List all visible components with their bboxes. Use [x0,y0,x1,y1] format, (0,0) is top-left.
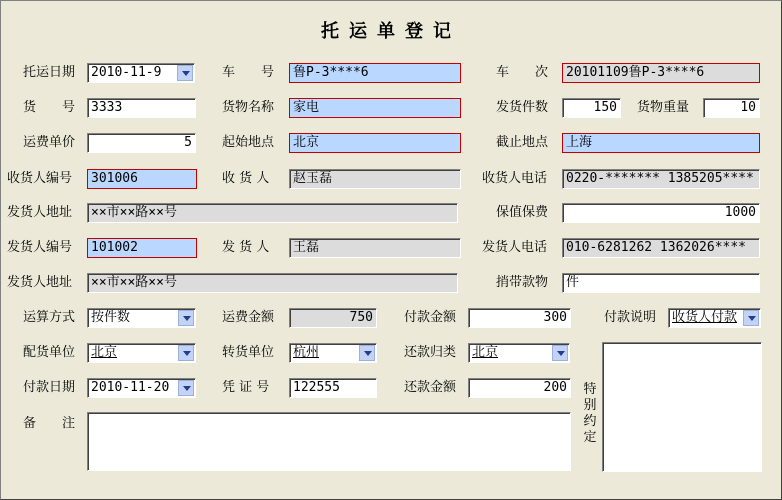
recv-id-label: 收货人编号 [7,171,73,186]
insurance-field[interactable]: 1000 [562,203,760,223]
insurance-label: 保值保费 [496,205,549,220]
goods-weight-field[interactable]: 10 [703,98,760,118]
refund-cat-value: 北京 [472,345,499,360]
remark-textarea[interactable] [87,412,571,471]
settle-mode-value: 按件数 [91,310,131,325]
sender-phone-label: 发货人电话 [482,240,548,255]
sender-id-field[interactable]: 101002 [87,238,197,258]
pay-amount-label: 付款金额 [404,310,457,325]
receiver-field[interactable]: 赵玉磊 [289,169,461,189]
sender-phone-field[interactable]: 010-6281262 1362026**** [562,238,760,258]
chevron-down-icon[interactable] [178,345,194,361]
settle-mode-label: 运算方式 [23,310,76,325]
special-label: 特别约定 [583,382,597,445]
car-no-label: 车 号 [222,65,275,80]
refund-cat-label: 还款归类 [404,345,457,360]
transfer-unit-label: 转货单位 [222,345,275,360]
destination-field[interactable]: 上海 [562,133,760,153]
pay-note-label: 付款说明 [604,310,657,325]
car-no-field[interactable]: 鲁P-3****6 [289,63,461,83]
transfer-unit-value: 杭州 [293,345,320,360]
trip-no-field[interactable]: 20101109鲁P-3****6 [562,63,760,83]
dist-unit-label: 配货单位 [23,345,76,360]
unit-price-label: 运费单价 [23,135,76,150]
pay-amount-field[interactable]: 300 [468,308,571,328]
origin-label: 起始地点 [222,135,275,150]
recv-phone-field[interactable]: 0220-******* 1385205**** [562,169,760,189]
dist-unit-select[interactable] [87,343,196,363]
goods-no-label: 货 号 [23,100,76,115]
pay-date-value: 2010-11-20 [91,380,170,395]
refund-cat-select[interactable] [468,343,570,363]
sender-field[interactable]: 王磊 [289,238,461,258]
receiver-label: 收 货 人 [222,171,270,186]
sender-id-label: 发货人编号 [7,240,73,255]
refund-amount-field[interactable]: 200 [468,378,571,398]
recv-addr-label: 发货人地址 [7,205,73,220]
carry-goods-label: 捎带款物 [496,275,549,290]
recv-id-field[interactable]: 301006 [87,169,197,189]
chevron-down-icon[interactable] [743,310,759,326]
voucher-no-label: 凭 证 号 [222,380,270,395]
pay-date-picker[interactable] [87,378,196,398]
goods-no-field[interactable]: 3333 [87,98,196,118]
pay-note-value: 收货人付款 [672,310,738,325]
ship-count-label: 发货件数 [496,100,549,115]
ship-count-field[interactable]: 150 [562,98,621,118]
sender-addr-label: 发货人地址 [7,275,73,290]
voucher-no-field[interactable]: 122555 [289,378,377,398]
settle-mode-select[interactable] [87,308,196,328]
transfer-unit-select[interactable] [289,343,377,363]
destination-label: 截止地点 [496,135,549,150]
chevron-down-icon[interactable] [178,310,194,326]
ship-date-picker[interactable] [87,63,195,83]
remark-label: 备 注 [23,416,76,431]
ship-date-value: 2010-11-9 [91,65,162,80]
recv-phone-label: 收货人电话 [482,171,548,186]
ship-date-label: 托运日期 [23,65,76,80]
chevron-down-icon[interactable] [178,380,194,396]
refund-amount-label: 还款金额 [404,380,457,395]
special-textarea[interactable] [602,342,762,472]
trip-no-label: 车 次 [496,65,549,80]
goods-name-label: 货物名称 [222,100,275,115]
carry-goods-field[interactable]: 件 [562,273,760,293]
form-title: 托运单登记 [321,21,461,42]
freight-amount-label: 运费金额 [222,310,275,325]
dist-unit-value: 北京 [91,345,118,360]
sender-label: 发 货 人 [222,240,270,255]
origin-field[interactable]: 北京 [289,133,461,153]
chevron-down-icon[interactable] [177,65,193,81]
goods-weight-label: 货物重量 [637,100,690,115]
chevron-down-icon[interactable] [359,345,375,361]
unit-price-field[interactable]: 5 [87,133,196,153]
pay-date-label: 付款日期 [23,380,76,395]
sender-addr-field[interactable]: ××市××路××号 [87,273,458,293]
chevron-down-icon[interactable] [552,345,568,361]
goods-name-field[interactable]: 家电 [289,98,461,118]
freight-amount-field[interactable]: 750 [289,308,377,328]
pay-note-select[interactable] [668,308,761,328]
recv-addr-field[interactable]: ××市××路××号 [87,203,458,223]
